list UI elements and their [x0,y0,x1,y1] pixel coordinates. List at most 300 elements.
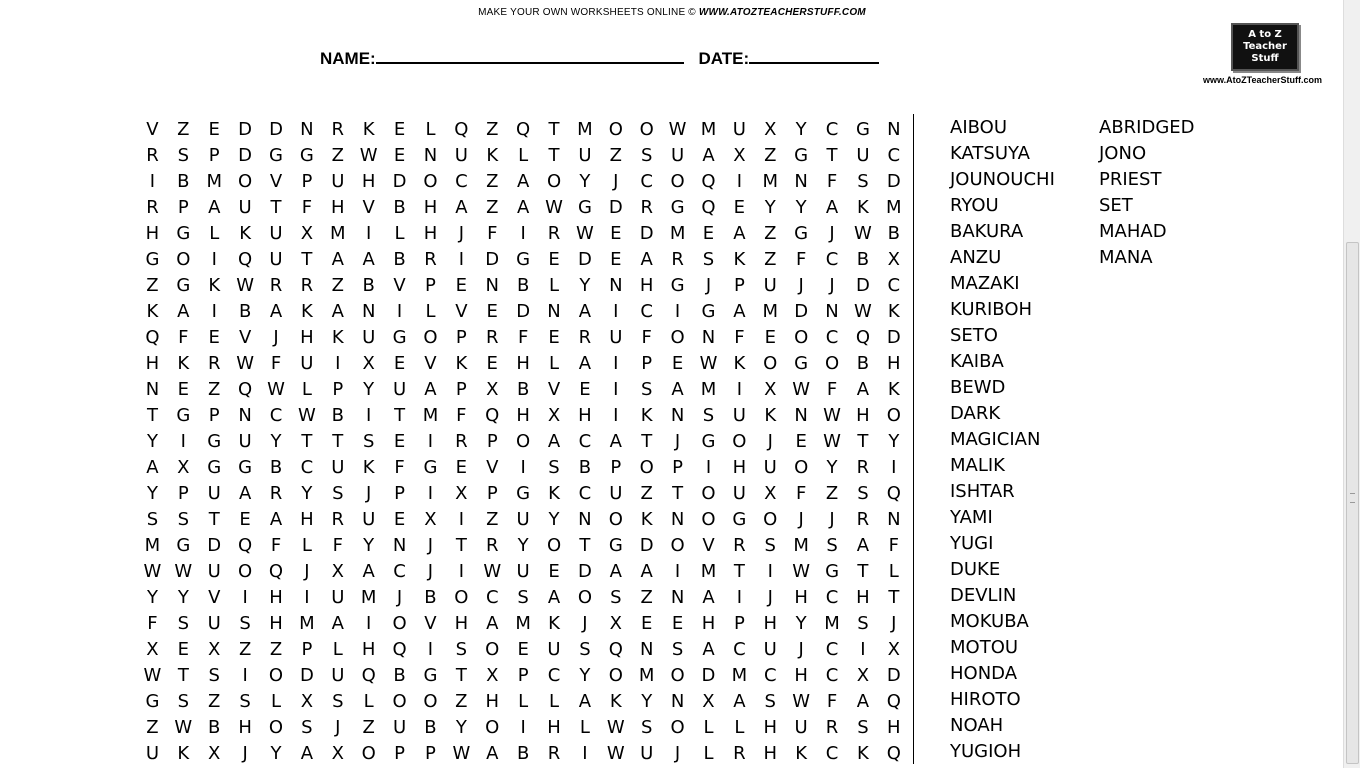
grid-letter: S [671,639,684,660]
grid-letter: A [702,639,715,660]
grid-letter: F [147,613,158,634]
grid-letter: H [763,717,778,738]
grid-letter: S [177,509,190,530]
grid-letter: R [733,535,746,556]
grid-letter: V [486,457,499,478]
grid-letter: R [455,431,468,452]
grid-letter: Q [145,327,160,348]
grid-letter: A [362,249,375,270]
grid-letter: G [670,275,685,296]
grid-letter: E [641,613,653,634]
grid-letter: R [485,327,499,348]
grid-letter: O [423,327,438,348]
grid-letter: A [455,197,468,218]
grid-letter: Z [208,379,221,400]
grid-letter: N [238,405,252,426]
grid-letter: L [549,275,560,296]
grid-letter: N [670,405,685,426]
grid-letter: S [332,691,344,712]
grid-letter: V [455,301,468,322]
grid-letter: W [236,275,255,296]
grid-letter: A [424,379,437,400]
grid-letter: Z [146,275,159,296]
grid-row [137,715,909,741]
grid-letter: S [177,613,190,634]
grid-letter: J [798,275,804,296]
grid-letter: H [300,509,314,530]
grid-letter: K [640,509,653,530]
grid-letter: N [670,587,685,608]
grid-letter: H [331,197,345,218]
grid-row [137,429,909,455]
grid-letter: T [826,145,838,166]
grid-letter: G [516,249,531,270]
grid-letter: O [392,691,407,712]
grid-letter: Z [640,587,653,608]
grid-letter: T [857,431,869,452]
grid-letter: G [392,327,407,348]
grid-letter: I [736,587,743,608]
grid-letter: D [238,145,253,166]
grid-letter: I [674,561,681,582]
grid-letter: L [518,691,529,712]
grid-letter: U [238,431,252,452]
grid-letter: F [487,223,498,244]
grid-letter: G [855,119,870,140]
grid-letter: O [608,509,623,530]
grid-letter: N [578,509,592,530]
grid-letter: A [856,379,870,400]
grid-letter: O [268,665,284,686]
grid-letter: X [764,483,777,504]
grid-letter: U [609,327,623,348]
grid-letter: W [823,405,841,426]
grid-letter: W [792,691,811,712]
grid-letter: H [361,639,376,660]
grid-letter: Z [177,119,190,140]
grid-letter: E [393,119,406,140]
grid-row [137,455,909,481]
grid-letter: A [208,197,221,218]
grid-letter: O [268,717,284,738]
word-list-item: MAHAD [1099,221,1167,242]
grid-letter: L [363,691,374,712]
word-search-grid [137,117,909,767]
grid-letter: W [143,561,162,582]
grid-letter: L [209,223,220,244]
grid-letter: B [331,405,344,426]
grid-letter: Q [392,639,407,660]
grid-letter: W [792,561,811,582]
grid-row [137,273,909,299]
grid-letter: N [485,275,499,296]
grid-letter: P [208,405,220,426]
grid-letter: W [576,223,594,244]
grid-letter: O [608,665,623,686]
grid-letter: G [701,431,716,452]
grid-letter: K [733,353,746,374]
grid-letter: S [640,717,653,738]
grid-letter: I [427,483,434,504]
grid-letter: O [454,587,469,608]
grid-letter: A [331,249,344,270]
grid-letter: B [269,457,283,478]
grid-letter: K [177,353,190,374]
grid-letter: E [486,353,498,374]
grid-letter: O [485,717,500,738]
name-label: NAME: [320,49,376,68]
grid-letter: Y [548,509,560,530]
grid-letter: A [146,457,159,478]
grid-letter: A [856,691,870,712]
word-list-item: DEVLIN [950,585,1017,606]
grid-letter: D [577,249,592,270]
logo-site-link[interactable]: www.AtoZTeacherStuff.com [1203,75,1323,85]
grid-letter: O [176,249,191,270]
grid-letter: U [856,145,870,166]
grid-letter: S [239,613,251,634]
grid-letter: U [732,483,746,504]
grid-letter: H [269,613,283,634]
grid-letter: A [269,509,283,530]
grid-letter: J [798,639,804,660]
grid-letter: A [856,535,870,556]
date-label: DATE: [698,49,750,68]
grid-letter: Q [608,639,623,660]
grid-letter: F [795,483,807,504]
grid-letter: H [887,353,901,374]
grid-letter: A [702,145,715,166]
grid-letter: M [144,535,161,556]
grid-letter: G [145,249,160,270]
grid-letter: X [424,509,437,530]
word-list-item: MAZAKI [950,273,1020,294]
grid-letter: I [427,639,434,660]
vertical-scrollbar[interactable] [1343,0,1360,768]
grid-letter: A [547,587,561,608]
grid-letter: L [734,717,745,738]
grid-letter: C [887,145,901,166]
grid-letter: M [638,665,655,686]
grid-row [137,689,909,715]
grid-letter: O [670,327,685,348]
grid-letter: A [609,431,622,452]
grid-letter: P [672,457,684,478]
grid-letter: M [330,223,346,244]
grid-letter: U [207,613,221,634]
grid-letter: M [700,379,717,400]
grid-letter: A [578,301,592,322]
grid-letter: B [238,301,252,322]
grid-letter: H [794,665,808,686]
atoz-logo[interactable] [1231,23,1299,71]
word-list-item: DARK [950,403,1001,424]
grid-letter: G [207,431,222,452]
grid-letter: K [362,457,375,478]
grid-letter: D [701,665,716,686]
grid-letter: R [547,223,561,244]
grid-letter: I [891,457,897,478]
grid-letter: Q [361,665,376,686]
grid-letter: Z [146,717,159,738]
grid-letter: O [794,327,809,348]
grid-letter: B [393,665,406,686]
grid-letter: S [455,639,468,660]
grid-letter: N [609,275,623,296]
grid-letter: N [825,301,839,322]
grid-letter: I [304,587,310,608]
grid-letter: Z [764,145,777,166]
header-prefix: MAKE YOUR OWN WORKSHEETS ONLINE © [478,7,696,18]
grid-letter: R [331,119,345,140]
grid-letter: Z [825,483,839,504]
scrollbar-thumb[interactable] [1346,242,1359,764]
grid-letter: W [823,431,841,452]
grid-letter: Q [485,405,500,426]
worksheet-header [0,7,1344,18]
grid-letter: H [794,587,808,608]
grid-letter: U [145,743,160,764]
grid-letter: B [516,743,530,764]
grid-letter: E [393,145,406,166]
grid-letter: A [300,743,314,764]
grid-letter: R [485,535,499,556]
grid-letter: S [362,431,375,452]
grid-letter: C [825,743,839,764]
grid-letter: I [458,509,464,530]
grid-letter: B [516,379,530,400]
grid-letter: O [670,535,685,556]
grid-row [137,143,909,169]
grid-letter: C [825,639,839,660]
grid-letter: Z [764,249,777,270]
grid-letter: G [423,457,438,478]
grid-letter: F [270,535,282,556]
grid-letter: X [146,639,159,660]
grid-letter: C [640,171,653,192]
grid-letter: X [455,483,468,504]
grid-letter: H [763,743,778,764]
grid-letter: O [732,431,747,452]
grid-letter: P [301,639,313,660]
grid-letter: P [641,353,653,374]
grid-letter: C [825,327,839,348]
grid-letter: C [269,405,283,426]
grid-letter: X [486,665,499,686]
grid-letter: J [273,327,279,348]
grid-letter: F [270,353,282,374]
grid-letter: Z [486,509,499,530]
grid-letter: L [270,691,282,712]
grid-letter: V [146,119,159,140]
grid-letter: T [394,405,406,426]
grid-letter: A [671,379,684,400]
grid-letter: A [733,691,746,712]
grid-letter: O [701,483,716,504]
grid-letter: S [702,249,715,270]
word-list-item: MOTOU [950,637,1019,658]
grid-letter: O [670,717,685,738]
grid-letter: G [577,197,592,218]
grid-letter: Q [238,535,253,556]
grid-letter: D [392,171,407,192]
grid-letter: O [701,509,716,530]
name-date-fields [320,46,879,69]
grid-letter: J [891,613,897,634]
grid-letter: S [857,717,869,738]
grid-letter: C [640,301,653,322]
grid-letter: U [269,249,283,270]
grid-letter: I [520,717,526,738]
grid-letter: W [236,353,255,374]
grid-letter: A [825,197,839,218]
grid-letter: I [860,639,866,660]
grid-letter: H [269,587,283,608]
grid-letter: I [736,171,743,192]
grid-letter: K [146,301,159,322]
grid-letter: A [609,561,622,582]
grid-letter: B [424,587,437,608]
grid-letter: Z [331,275,344,296]
grid-letter: L [332,639,343,660]
grid-letter: A [733,301,746,322]
grid-letter: Q [886,691,901,712]
grid-letter: R [331,509,345,530]
grid-letter: Y [301,483,313,504]
word-list-item: NOAH [950,715,1004,736]
grid-letter: T [332,431,344,452]
grid-letter: H [701,613,716,634]
grid-letter: U [763,275,777,296]
grid-letter: Y [579,171,591,192]
grid-letter: R [146,197,159,218]
grid-letter: G [701,301,716,322]
grid-letter: V [424,613,437,634]
grid-letter: G [176,405,191,426]
grid-letter: I [366,613,372,634]
grid-letter: X [300,691,314,712]
grid-letter: E [548,249,560,270]
grid-letter: G [176,223,191,244]
grid-letter: U [547,639,561,660]
logo-line-2: Teacher [1243,41,1287,52]
grid-letter: J [767,587,773,608]
grid-row [137,117,909,143]
grid-letter: M [762,171,779,192]
grid-letter: J [366,483,372,504]
grid-letter: J [304,561,310,582]
grid-letter: I [396,301,403,322]
grid-letter: T [455,535,467,556]
grid-letter: C [485,587,499,608]
grid-letter: X [887,639,900,660]
grid-letter: I [366,223,372,244]
grid-letter: T [733,561,745,582]
grid-letter: D [299,665,314,686]
grid-letter: O [546,171,562,192]
grid-letter: C [393,561,406,582]
grid-letter: J [242,743,248,764]
grid-letter: O [763,353,778,374]
grid-letter: B [516,275,530,296]
grid-letter: G [608,535,623,556]
grid-letter: I [520,223,526,244]
grid-letter: A [578,691,592,712]
grid-letter: D [855,275,870,296]
grid-letter: T [177,665,189,686]
grid-letter: T [579,535,591,556]
grid-letter: P [610,457,622,478]
word-list-item: ABRIDGED [1099,117,1195,138]
grid-letter: J [798,509,804,530]
grid-letter: M [206,171,222,192]
grid-letter: I [211,301,217,322]
grid-letter: A [486,613,499,634]
grid-letter: R [640,197,653,218]
grid-letter: P [486,431,498,452]
grid-letter: J [829,275,835,296]
grid-letter: A [516,197,530,218]
grid-letter: I [582,743,588,764]
grid-letter: H [145,353,160,374]
grid-letter: S [702,405,715,426]
grid-letter: N [423,145,438,166]
grid-letter: J [829,509,835,530]
grid-letter: C [825,587,839,608]
grid-letter: L [888,561,899,582]
grid-letter: P [733,613,745,634]
grid-letter: I [427,431,434,452]
grid-letter: E [239,509,251,530]
grid-letter: H [516,353,530,374]
grid-letter: O [238,171,253,192]
grid-letter: B [208,717,221,738]
grid-letter: U [640,743,654,764]
grid-letter: L [301,535,312,556]
grid-letter: K [857,743,869,764]
grid-letter: C [578,483,592,504]
grid-letter: G [516,483,531,504]
grid-letter: E [671,613,684,634]
grid-letter: H [238,717,252,738]
grid-letter: Y [363,379,375,400]
grid-letter: I [458,249,464,270]
grid-letter: D [794,301,809,322]
grid-letter: K [857,197,869,218]
grid-letter: X [300,223,314,244]
grid-letter: T [548,119,560,140]
grid-letter: W [297,405,316,426]
grid-letter: Q [701,197,716,218]
grid-letter: P [517,665,529,686]
grid-letter: Q [238,249,253,270]
grid-letter: U [794,717,808,738]
grid-letter: I [242,665,248,686]
grid-letter: F [332,535,343,556]
grid-letter: S [548,457,560,478]
grid-row [137,663,909,689]
grid-letter: J [767,431,773,452]
grid-letter: X [177,457,190,478]
grid-letter: W [606,717,625,738]
word-list-item: ANZU [950,247,1002,268]
header-site-link[interactable]: WWW.ATOZTEACHERSTUFF.COM [698,7,866,18]
grid-letter: G [794,353,809,374]
grid-letter: F [888,535,899,556]
grid-letter: J [458,223,464,244]
grid-letter: L [301,379,312,400]
grid-letter: W [545,197,563,218]
